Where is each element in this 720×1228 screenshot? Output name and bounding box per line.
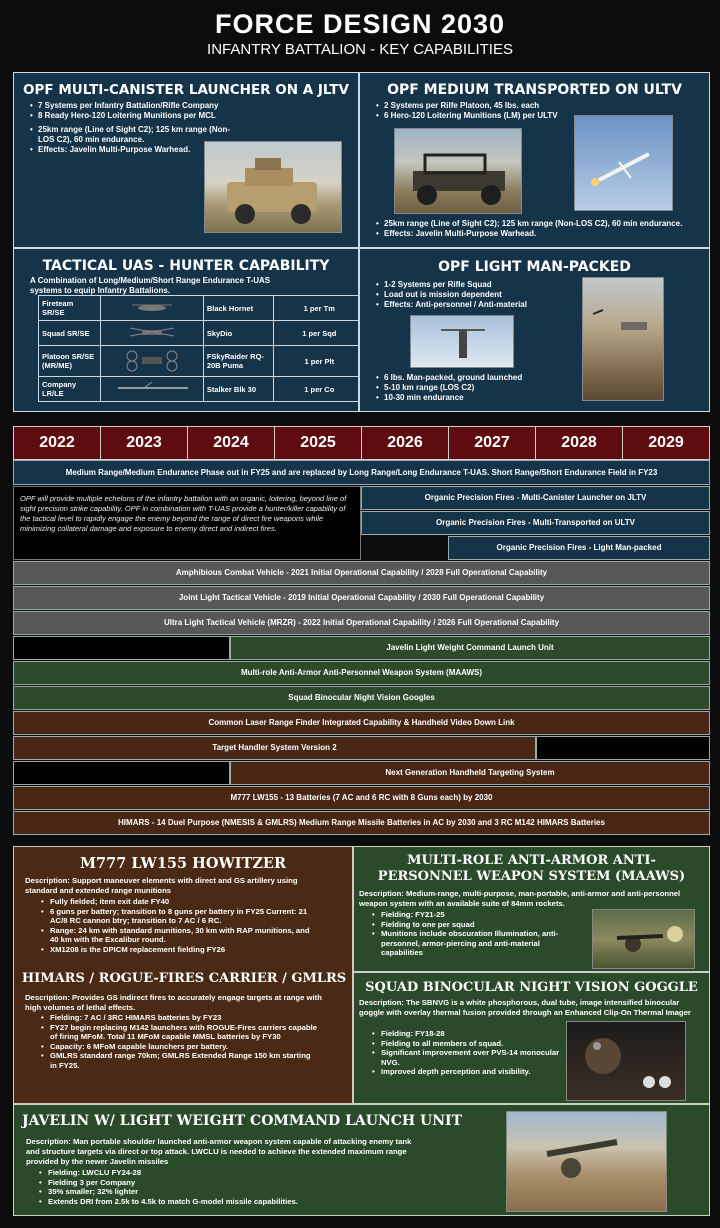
- list-item: • GMLRS standard range 70km; GMLRS Extended Range 150 km starting in FY25.: [41, 1051, 319, 1070]
- timeline-bar-opf-ultv: Organic Precision Fires - Multi-Transported on ULTV: [361, 511, 710, 535]
- panel-opf-light-man-packed: [359, 248, 710, 412]
- panel-lmp-bullets-bottom: [376, 373, 586, 403]
- ultv-vehicle-icon: [395, 129, 522, 214]
- panel-maaws: [353, 846, 710, 972]
- year-label: 2025: [275, 427, 362, 459]
- timeline-bar-sbnvg: Squad Binocular Night Vision Googles: [13, 686, 710, 710]
- light-munition-photo: [410, 315, 514, 368]
- panel-uas-intro: A Combination of Long/Medium/Short Range Endurance T-UAS systems to equip Infantry Battalions.: [30, 276, 271, 295]
- uas-qty: 1 per Tm: [273, 296, 365, 321]
- drone-icon: [104, 322, 200, 342]
- list-item: • Significant improvement over PVS-14 monocular NVG.: [372, 1048, 568, 1067]
- javelin-photo: [506, 1111, 667, 1212]
- uas-image: [100, 346, 203, 377]
- timeline-bar-ngts: Next Generation Handheld Targeting System: [230, 761, 710, 785]
- list-item: • 2 Systems per Rilfe Platoon, 45 lbs. each: [376, 101, 696, 111]
- list-item: • Fielding: 7 AC / 3RC HIMARS batteries by FY23: [41, 1013, 319, 1023]
- quadcopter-icon: [411, 316, 514, 368]
- panel-uas-title: TACTICAL UAS - HUNTER CAPABILITY: [42, 258, 330, 274]
- year-label: 2023: [101, 427, 188, 459]
- page-subtitle: INFANTRY BATTALION - KEY CAPABILITIES: [207, 41, 513, 58]
- panel-opf-ultv: [359, 72, 710, 248]
- page-title: FORCE DESIGN 2030: [214, 9, 506, 39]
- page-header: [0, 0, 720, 66]
- uas-qty: 1 per Co: [273, 377, 365, 402]
- list-item: • 6 lbs. Man-packed, ground launched: [376, 373, 586, 383]
- list-item: • 7 Systems per Infantry Battalion/Rifle Company: [30, 101, 280, 111]
- missile-icon: [575, 116, 673, 211]
- timeline-bar-ths: Target Handler System Version 2: [13, 736, 536, 760]
- m777-desc: Description: Support maneuver elements with direct and GS artillery using standard and extended range munitions: [25, 876, 298, 895]
- m777-bullets: [41, 897, 319, 955]
- list-item: • Capacity: 6 MFoM capable launchers per battery.: [41, 1042, 319, 1052]
- year-label: 2026: [362, 427, 449, 459]
- timeline-bar-opf-lmp: Organic Precision Fires - Light Man-packed: [448, 536, 710, 560]
- list-item: • Fully fielded; item exit date FY40: [41, 897, 319, 907]
- uas-qty: 1 per Plt: [273, 346, 365, 377]
- desert-terrain-photo: [582, 277, 664, 401]
- list-item: • FY27 begin replacing M142 launchers with ROGUE-Fires carriers capable of firing MFoM. Total 11 MFoM capable MMSL batteries by FY30: [41, 1023, 319, 1042]
- timeline-bar-m777: M777 LW155 - 13 Batteries (7 AC and 6 RC with 8 Guns each) by 2030: [13, 786, 710, 810]
- list-item: • Munitions include obscuration Illumination, anti-personnel, armor-piercing and anti-material capabilities: [372, 929, 572, 958]
- uas-system: Black Hornet: [203, 296, 273, 321]
- panel-tactical-uas: [13, 248, 359, 412]
- panel-mcl-jltv: [13, 72, 359, 248]
- timeline-bar-acv: Amphibious Combat Vehicle - 2021 Initial Operational Capability / 2028 Full Operational Capability: [13, 561, 710, 585]
- drone-icon: [104, 347, 200, 373]
- javelin-title: JAVELIN W/ LIGHT WEIGHT COMMAND LAUNCH UNIT: [22, 1113, 462, 1129]
- list-item: • 6 guns per battery; transition to 8 guns per battery in FY25 Current: 21 AC/8 RC cannon btry; transition to 7 AC / 6 RC.: [41, 907, 319, 926]
- jltv-launcher-photo: [204, 141, 342, 233]
- panel-m777-himars: [13, 846, 353, 1104]
- panel-ultv-bullets-bottom: [376, 219, 706, 239]
- javelin-bullets: [39, 1168, 419, 1206]
- timeline-bar-jltv: Joint Light Tactical Vehicle - 2019 Initial Operational Capability / 2030 Full Operational Capability: [13, 586, 710, 610]
- list-item: • XM1208 is the DPICM replacement fielding FY26: [41, 945, 319, 955]
- year-label: 2022: [14, 427, 101, 459]
- uas-image: [100, 377, 203, 402]
- year-label: 2027: [449, 427, 536, 459]
- uas-system: Stalker Blk 30: [203, 377, 273, 402]
- timeline-spacer: [13, 636, 230, 660]
- list-item: • Extends DRI from 2.5k to 4.5k to match G-model missile capabilities.: [39, 1197, 419, 1207]
- list-item: • Effects: Anti-personnel / Anti-material: [376, 300, 586, 310]
- uas-level: Platoon SR/SE (MR/ME): [39, 346, 101, 377]
- timeline-bar-javelin: Javelin Light Weight Command Launch Unit: [230, 636, 710, 660]
- timeline-bar-clrf: Common Laser Range Finder Integrated Capability & Handheld Video Down Link: [13, 711, 710, 735]
- maaws-desc: Description: Medium-range, multi-purpose, man-portable, anti-armor and anti-personnel weapon system with an available suite of 84mm rockets.: [359, 889, 681, 908]
- sbnvg-desc: Description: The SBNVG is a white phosphorous, dual tube, image intensified binocular goggle with overlay thermal fusion provided through an Enhanced Clip-On Thermal Imager: [359, 998, 691, 1017]
- list-item: • Fielding: LWCLU FY24-28: [39, 1168, 419, 1178]
- terrain-icon: [583, 278, 664, 401]
- table-row: [39, 296, 366, 321]
- timeline-spacer: [536, 736, 710, 760]
- list-item: • 25km range (Line of Sight C2); 125 km range (Non-LOS C2), 60 min endurance.: [30, 125, 235, 145]
- uas-level: Squad SR/SE: [39, 321, 101, 346]
- list-item: • 25km range (Line of Sight C2); 125 km range (Non-LOS C2), 60 min endurance.: [376, 219, 706, 229]
- uas-qty: 1 per Sqd: [273, 321, 365, 346]
- uas-level: Fireteam SR/SE: [39, 296, 101, 321]
- himars-bullets: [41, 1013, 319, 1071]
- table-row: [39, 321, 366, 346]
- list-item: • Effects: Javelin Multi-Purpose Warhead.: [376, 229, 706, 239]
- sbnvg-bullets: [372, 1029, 568, 1077]
- panel-sbnvg: [353, 972, 710, 1104]
- himars-desc: Description: Provides GS indirect fires to accurately engage targets at range with high volumes of lethal effects.: [25, 993, 322, 1012]
- panel-lmp-title: OPF LIGHT MAN-PACKED: [438, 259, 631, 275]
- loitering-munition-photo: [574, 115, 673, 211]
- uas-table: [38, 295, 366, 402]
- soldier-firing-icon: [593, 910, 695, 969]
- list-item: • Fielding to all members of squad.: [372, 1039, 568, 1049]
- list-item: • Range: 24 km with standard munitions, 30 km with RAP munitions, and 40 km with the Excalibur round.: [41, 926, 319, 945]
- list-item: • 6 Hero-120 Loitering Munitions (LM) per ULTV: [376, 111, 696, 121]
- panel-mcl-title: OPF MULTI-CANISTER LAUNCHER ON A JLTV: [23, 82, 349, 98]
- timeline-years: [13, 426, 710, 460]
- list-item: • 1-2 Systems per Rifle Squad: [376, 280, 586, 290]
- javelin-launcher-icon: [507, 1112, 667, 1212]
- timeline-bar-maaws: Multi-role Anti-Armor Anti-Personnel Weapon System (MAAWS): [13, 661, 710, 685]
- uas-system: FSkyRaider RQ-20B Puma: [203, 346, 273, 377]
- list-item: • Improved depth perception and visibility.: [372, 1067, 568, 1077]
- javelin-desc: Description: Man portable shoulder launched anti-armor weapon system capable of attacking enemy tank and structure targets via direct or top attack. LWCLU is needed to achieve the extended maximum range provided by the newer Javelin missiles: [26, 1137, 412, 1166]
- night-vision-goggle-icon: [567, 1022, 686, 1101]
- panel-lmp-bullets-top: [376, 280, 586, 310]
- table-row: [39, 377, 366, 402]
- timeline-bar-ultv: Ultra Light Tactical Vehicle (MRZR) - 2022 Initial Operational Capability / 2026 Full Operational Capability: [13, 611, 710, 635]
- uas-image: [100, 321, 203, 346]
- table-row: [39, 346, 366, 377]
- sbnvg-photo: [566, 1021, 686, 1101]
- drone-icon: [104, 297, 200, 317]
- list-item: • 10-30 min endurance: [376, 393, 586, 403]
- uas-level: Company LR/LE: [39, 377, 101, 402]
- himars-title: HIMARS / ROGUE-FIRES CARRIER / GMLRS: [21, 971, 347, 986]
- drone-icon: [104, 378, 200, 398]
- list-item: • Fielding: FY21-25: [372, 910, 572, 920]
- opf-note: OPF will provide multiple echelons of the infantry battalion with an organic, loitering, beyond line of sight precision strike capability. OPF in combination with T-UAS provide a hunter/killer capability of the tactical level to rapidly engage the enemy beyond the range of direct fire weapons while minimizing collateral damage and exposure to enemy direct and indirect fires.: [13, 486, 361, 560]
- uas-system: SkyDio: [203, 321, 273, 346]
- year-label: 2024: [188, 427, 275, 459]
- timeline-bar-himars: HIMARS - 14 Duel Purpose (NMESIS & GMLRS) Medium Range Missile Batteries in AC by 2030 and 3 RC M142 HIMARS Batteries: [13, 811, 710, 835]
- list-item: • Fielding to one per squad: [372, 920, 572, 930]
- list-item: • Effects: Javelin Multi-Purpose Warhead.: [30, 145, 280, 155]
- ultv-vehicle-photo: [394, 128, 522, 214]
- timeline-bar-opf-mcl: Organic Precision Fires - Multi-Canister Launcher on JLTV: [361, 486, 710, 510]
- uas-image: [100, 296, 203, 321]
- list-item: • 5-10 km range (LOS C2): [376, 383, 586, 393]
- panel-javelin: [13, 1104, 710, 1216]
- maaws-title: MULTI-ROLE ANTI-ARMOR ANTI-PERSONNEL WEAPON SYSTEM (MAAWS): [377, 853, 686, 884]
- list-item: • Load out is mission dependent: [376, 290, 586, 300]
- sbnvg-title: SQUAD BINOCULAR NIGHT VISION GOGGLE: [365, 980, 698, 995]
- list-item: • Fielding 3 per Company: [39, 1178, 419, 1188]
- list-item: • 35% smaller; 32% lighter: [39, 1187, 419, 1197]
- maaws-photo: [592, 909, 695, 969]
- timeline-bar-uas: Medium Range/Medium Endurance Phase out in FY25 and are replaced by Long Range/Long Endurance T-UAS. Short Range/Short Endurance Field in FY23: [13, 460, 710, 485]
- list-item: • Fielding: FY18-28: [372, 1029, 568, 1039]
- jltv-vehicle-icon: [205, 142, 342, 233]
- timeline-spacer: [13, 761, 230, 785]
- m777-title: M777 LW155 HOWITZER: [79, 855, 287, 872]
- year-label: 2029: [648, 434, 684, 451]
- list-item: • 8 Ready Hero-120 Loitering Munitions per MCL: [30, 111, 280, 121]
- year-label: 2028: [536, 427, 623, 459]
- maaws-bullets: [372, 910, 572, 958]
- panel-ultv-title: OPF MEDIUM TRANSPORTED ON ULTV: [387, 82, 682, 98]
